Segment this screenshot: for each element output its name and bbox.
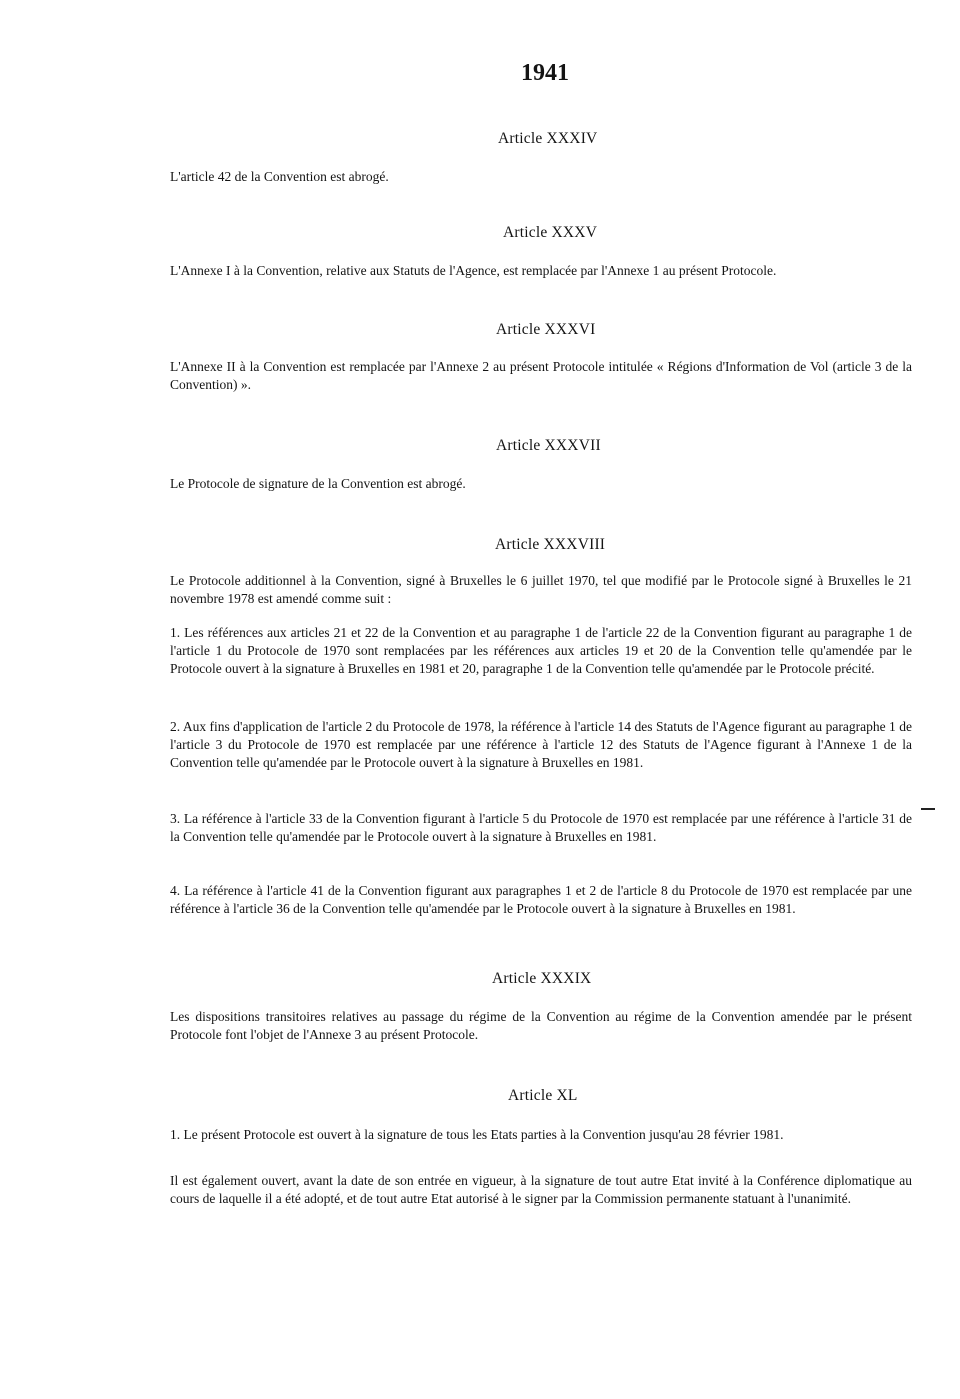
article-paragraph: 3. La référence à l'article 33 de la Convention figurant à l'article 5 du Protocole de 1970 est remplacée par une référence à l'article 31 de la Convention telle qu'amendée par le Protocole ouvert à la signature à Bruxelles en 1981. — [170, 811, 912, 845]
article-paragraph: 1. Le présent Protocole est ouvert à la signature de tous les Etats parties à la Convention jusqu'au 28 février 1981. — [170, 1127, 784, 1142]
article-paragraph: 2. Aux fins d'application de l'article 2 du Protocole de 1978, la référence à l'article 14 des Statuts de l'Agence figurant au paragraphe 1 de l'article 3 du Protocole de 1970 est remplacée par une référence à l'article 12 des Statuts de l'Agence figurant à l'Annexe 1 de la Convention telle qu'amendée par le Protocole ouvert à la signature à Bruxelles en 1981. — [170, 719, 912, 771]
article-paragraph: Il est également ouvert, avant la date de son entrée en vigueur, à la signature de tout autre Etat invité à la Conférence diplomatique au cours de laquelle il a été adopté, et de tout autre Etat autorisé à le signer par la Commission permanente statuant à l'unanimité. — [170, 1173, 912, 1207]
article-paragraph: Le Protocole additionnel à la Convention, signé à Bruxelles le 6 juillet 1970, tel que modifié par le Protocole signé à Bruxelles le 21 novembre 1978 est amendé comme suit : — [170, 573, 912, 607]
article-paragraph: L'Annexe II à la Convention est remplacée par l'Annexe 2 au présent Protocole intitulée « Régions d'Information de Vol (article 3 de la Convention) ». — [170, 359, 912, 393]
article-heading: Article XXXVI — [496, 321, 596, 338]
article-heading: Article XXXVIII — [495, 536, 606, 553]
article-paragraph: 4. La référence à l'article 41 de la Convention figurant aux paragraphes 1 et 2 de l'article 8 du Protocole de 1970 est remplacée par une référence à l'article 36 de la Convention telle qu'amendée par le Protocole ouvert à la signature à Bruxelles en 1981. — [170, 883, 912, 917]
article-paragraph: 1. Les références aux articles 21 et 22 de la Convention et au paragraphe 1 de l'article 22 de la Convention figurant au paragraphe 1 de l'article 1 du Protocole de 1970 sont remplacées par les références aux articles 19 et 20 de la Convention telle qu'amendée par le Protocole ouvert à la signature à Bruxelles en 1981 et 20, paragraphe 1 de la Convention telle qu'amendée par le Protocole précité. — [170, 625, 912, 677]
article-paragraph: Le Protocole de signature de la Convention est abrogé. — [170, 476, 466, 491]
article-paragraph: Les dispositions transitoires relatives au passage du régime de la Convention au régime de la Convention amendée par le présent Protocole font l'objet de l'Annexe 3 au présent Protocole. — [170, 1009, 912, 1043]
margin-mark — [921, 808, 935, 810]
article-heading: Article XXXIV — [498, 130, 598, 147]
article-heading: Article XL — [508, 1087, 578, 1104]
article-heading: Article XXXVII — [496, 437, 601, 454]
article-paragraph: L'Annexe I à la Convention, relative aux Statuts de l'Agence, est remplacée par l'Annexe 1 au présent Protocole. — [170, 263, 777, 278]
article-paragraph: L'article 42 de la Convention est abrogé. — [170, 169, 389, 184]
article-heading: Article XXXIX — [492, 970, 592, 987]
article-heading: Article XXXV — [503, 224, 598, 241]
page-number: 1941 — [521, 60, 569, 86]
